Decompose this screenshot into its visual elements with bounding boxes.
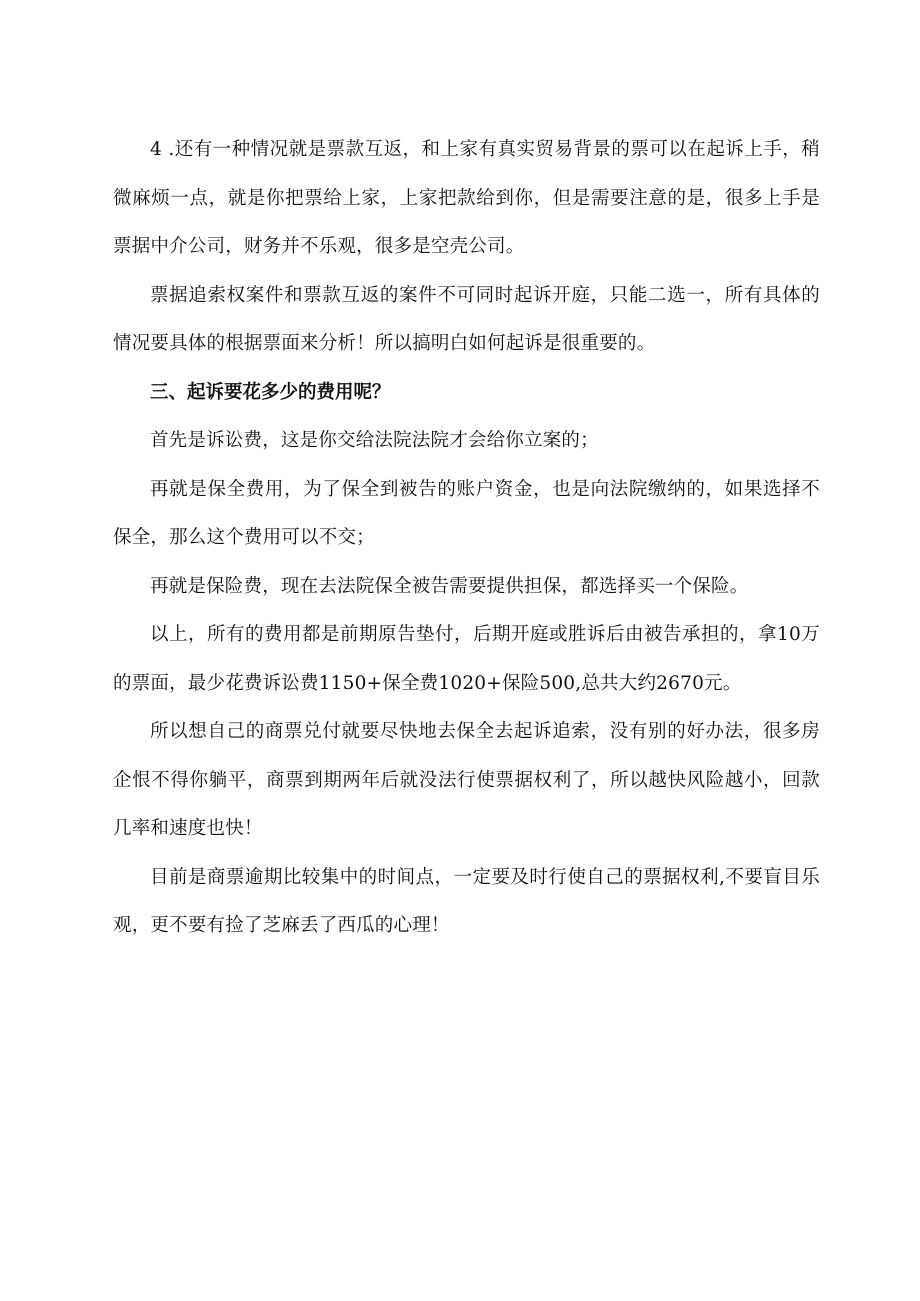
paragraph-litigation-fee: 首先是诉讼费，这是你交给法院法院才会给你立案的； bbox=[150, 430, 599, 451]
document-body bbox=[113, 126, 820, 951]
paragraph-cost-summary: 以上，所有的费用都是前期原告垫付，后期开庭或胜诉后由被告承担的，拿10万的票面，最少花费诉讼费1150+保全费1020+保险500,总共大约2670元。 bbox=[113, 624, 820, 694]
paragraph-bill-exchange-option: 4 .还有一种情况就是票款互返，和上家有真实贸易背景的票可以在起诉上手，稍微麻烦一点，就是你把票给上家，上家把款给到你，但是需要注意的是，很多上手是票据中介公司，财务并不乐观，很多是空壳公司。 bbox=[113, 139, 820, 257]
section-heading-costs: 三、起诉要花多少的费用呢？ bbox=[150, 381, 391, 403]
paragraph-insurance-fee: 再就是保险费，现在去法院保全被告需要提供担保，都选择买一个保险。 bbox=[150, 575, 749, 597]
paragraph-choose-one-case: 票据追索权案件和票款互返的案件不可同时起诉开庭，只能二选一，所有具体的情况要具体的根据票面来分析！所以搞明白如何起诉是很重要的。 bbox=[113, 284, 820, 354]
paragraph-act-quickly: 所以想自己的商票兑付就要尽快地去保全去起诉追索，没有别的好办法，很多房企恨不得你躺平，商票到期两年后就没法行使票据权利了，所以越快风险越小，回款几率和速度也快！ bbox=[113, 721, 820, 839]
paragraph-preservation-fee: 再就是保全费用，为了保全到被告的账户资金，也是向法院缴纳的，如果选择不保全，那么这个费用可以不交； bbox=[113, 478, 820, 548]
paragraph-conclusion: 目前是商票逾期比较集中的时间点，一定要及时行使自己的票据权利,不要盲目乐观，更不要有捡了芝麻丢了西瓜的心理！ bbox=[113, 866, 820, 936]
